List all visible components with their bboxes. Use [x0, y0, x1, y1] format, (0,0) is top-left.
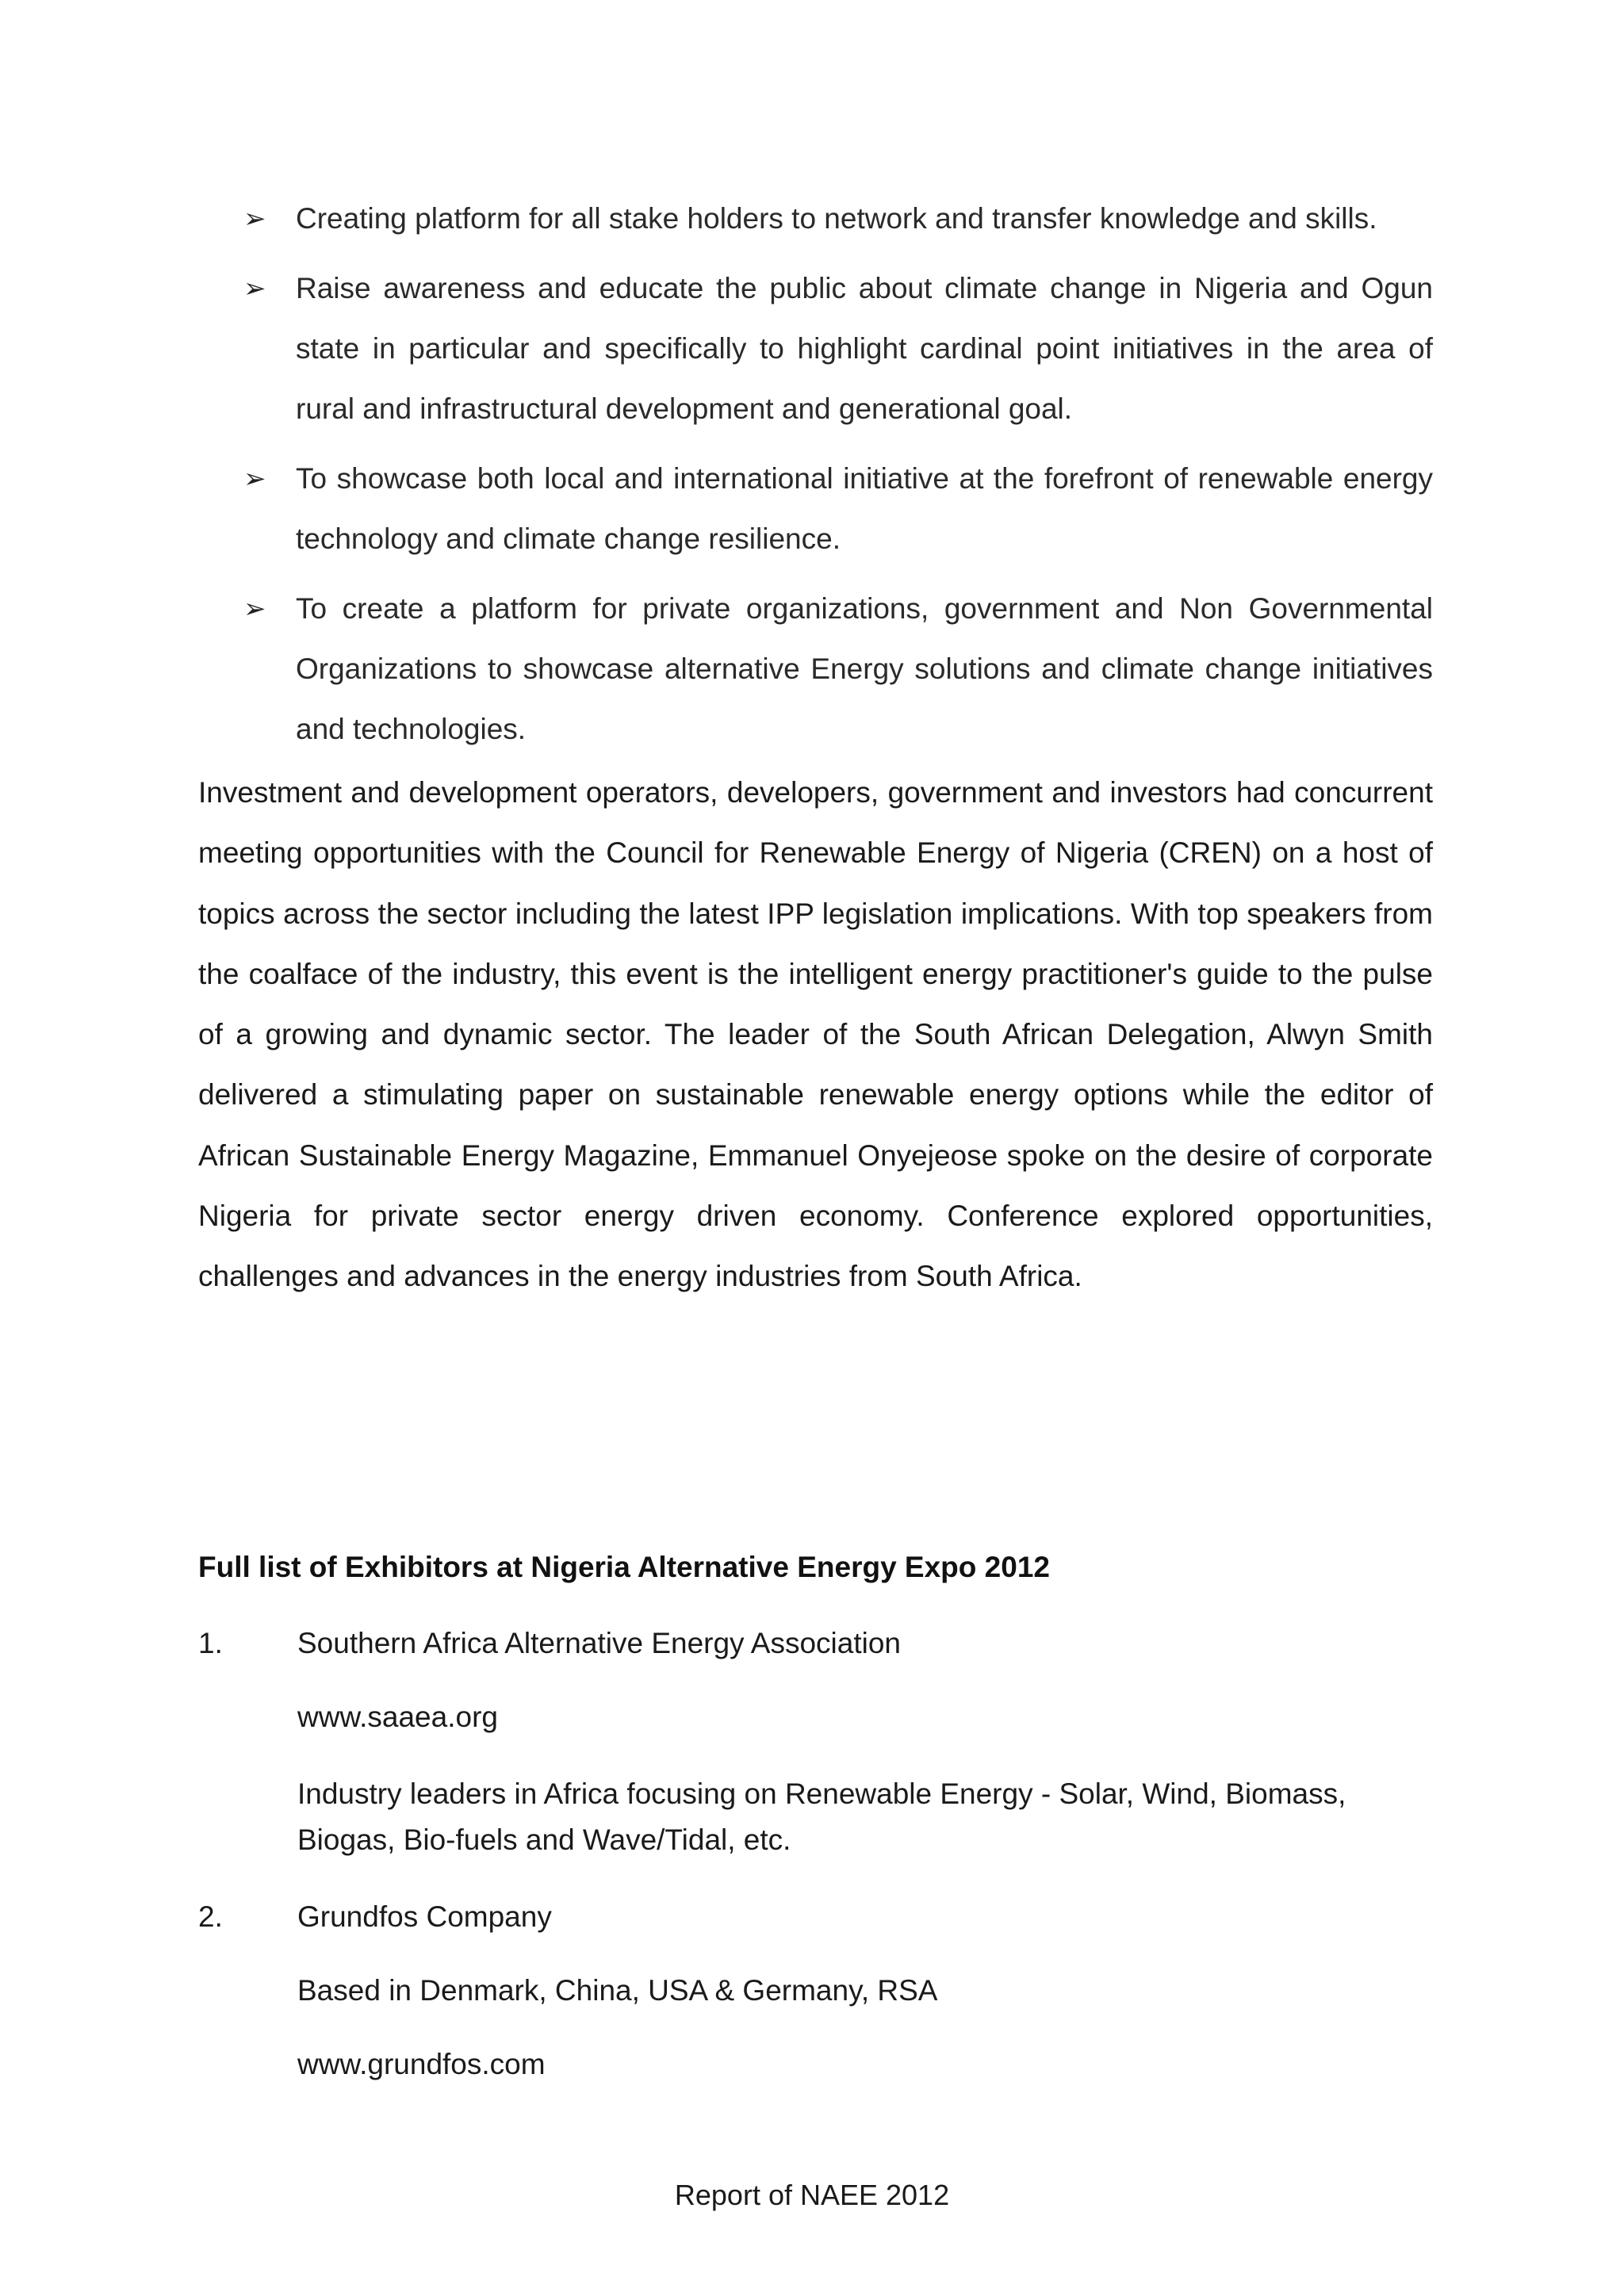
objective-item [243, 258, 1433, 439]
exhibitor-name: Southern Africa Alternative Energy Association [297, 1627, 901, 1659]
objective-text: Raise awareness and educate the public about climate change in Nigeria and Ogun state in particular and specifically to highlight cardinal point initiatives in the area of rural and infrastructural development and generational goal. [296, 272, 1433, 425]
objective-item [243, 189, 1433, 249]
exhibitor-description: Industry leaders in Africa focusing on Renewable Energy - Solar, Wind, Biomass, Biogas, Bio-fuels and Wave/Tidal, etc. [297, 1777, 1346, 1856]
exhibitors-list [198, 1624, 1433, 2118]
exhibitor-entry [198, 1897, 1433, 2084]
exhibitors-heading: Full list of Exhibitors at Nigeria Alternative Energy Expo 2012 [198, 1551, 1050, 1583]
exhibitor-number: 1. [198, 1627, 223, 1659]
exhibitor-website: www.grundfos.com [297, 2048, 546, 2080]
exhibitor-name: Grundfos Company [297, 1900, 552, 1933]
objective-text: Creating platform for all stake holders to network and transfer knowledge and skills. [296, 202, 1377, 235]
arrow-bullet-icon: ➢ [243, 464, 266, 494]
arrow-bullet-icon: ➢ [243, 274, 266, 304]
objectives-list [243, 189, 1433, 769]
arrow-bullet-icon: ➢ [243, 594, 266, 624]
objective-item [243, 449, 1433, 569]
exhibitor-location: Based in Denmark, China, USA & Germany, RSA [297, 1974, 938, 2007]
page-footer: Report of NAEE 2012 [674, 2179, 950, 2211]
arrow-bullet-icon: ➢ [243, 204, 266, 234]
exhibitor-website: www.saaea.org [297, 1701, 498, 1733]
objective-text: To create a platform for private organizations, government and Non Governmental Organizations to showcase alternative Energy solutions and climate change initiatives and technologies. [296, 592, 1433, 745]
objective-item [243, 579, 1433, 760]
exhibitor-entry [198, 1624, 1433, 1863]
objective-text: To showcase both local and international initiative at the forefront of renewable energy technology and climate change resilience. [296, 462, 1433, 555]
conference-summary-paragraph: Investment and development operators, developers, government and investors had concurrent meeting opportunities with the Council for Renewable Energy of Nigeria (CREN) on a host of topics across the sector including the latest IPP legislation implications. With top speakers from the coalface of the industry, this event is the intelligent energy practitioner's guide to the pulse of a growing and dynamic sector. The leader of the South African Delegation, Alwyn Smith delivered a stimulating paper on sustainable renewable energy options while the editor of African Sustainable Energy Magazine, Emmanuel Onyejeose spoke on the desire of corporate Nigeria for private sector energy driven economy. Conference explored opportunities, challenges and advances in the energy industries from South Africa. [198, 776, 1433, 1293]
exhibitor-number: 2. [198, 1900, 223, 1933]
